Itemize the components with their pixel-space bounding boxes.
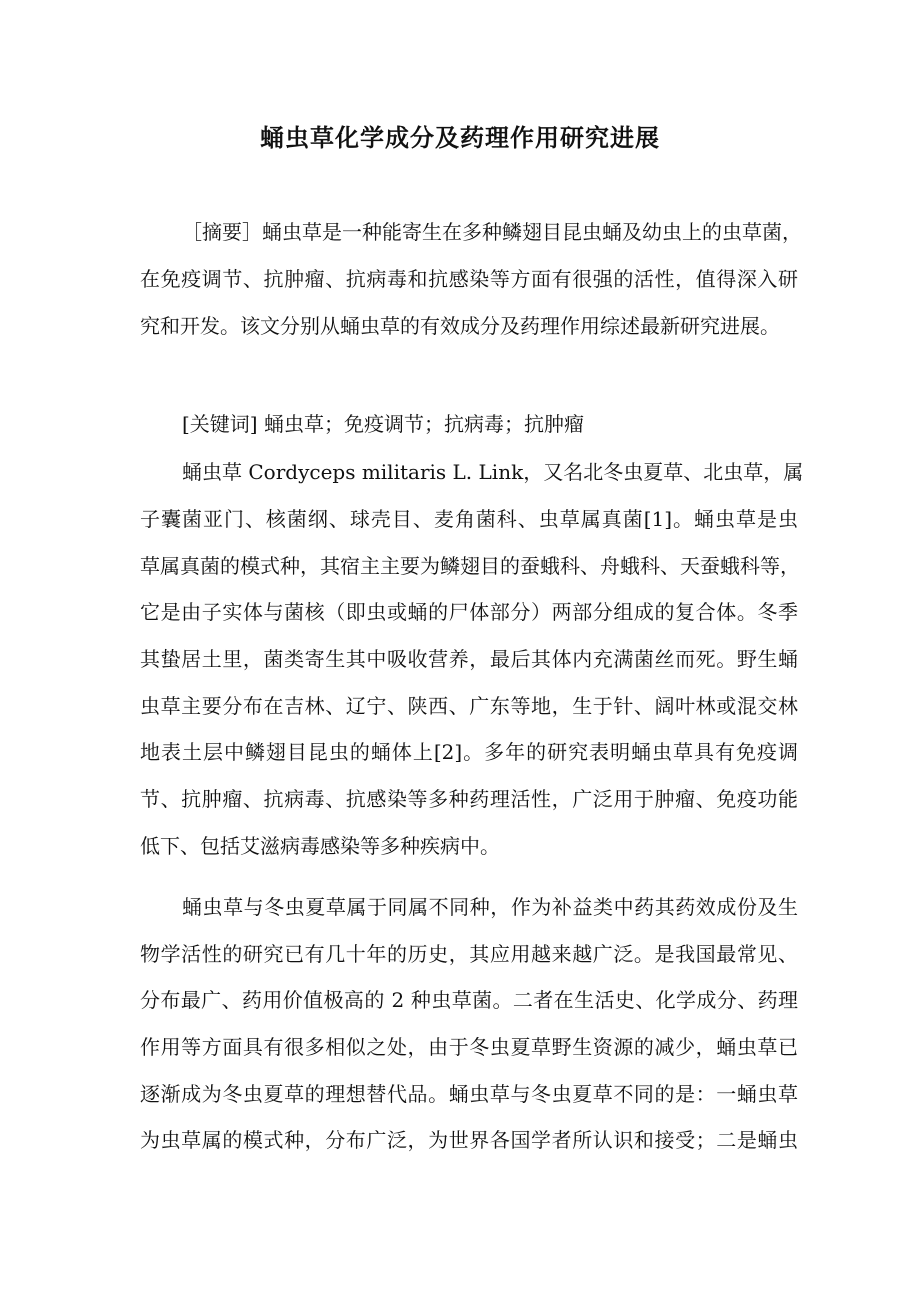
abstract-line: 究和开发。该文分别从蛹虫草的有效成分及药理作用综述最新研究进展。 xyxy=(140,314,780,338)
document-title: 蛹虫草化学成分及药理作用研究进展 xyxy=(260,123,660,152)
keywords: [关键词] 蛹虫草；免疫调节；抗病毒；抗肿瘤 xyxy=(182,412,584,436)
paragraph-line: 蛹虫草 Cordyceps militaris L. Link，又名北冬虫夏草、北虫草，属 xyxy=(182,460,804,484)
paragraph-line: 物学活性的研究已有几十年的历史，其应用越来越广泛。是我国最常见、 xyxy=(140,942,798,966)
paragraph-line: 蛹虫草与冬虫夏草属于同属不同种，作为补益类中药其药效成份及生 xyxy=(182,895,798,919)
paragraph-line: 低下、包括艾滋病毒感染等多种疾病中。 xyxy=(140,834,500,858)
paragraph-line: 它是由子实体与菌核（即虫或蛹的尸体部分）两部分组成的复合体。冬季 xyxy=(140,600,798,624)
paragraph-line: 分布最广、药用价值极高的 2 种虫草菌。二者在生活史、化学成分、药理 xyxy=(140,988,798,1012)
paragraph-line: 其蛰居土里，菌类寄生其中吸收营养，最后其体内充满菌丝而死。野生蛹 xyxy=(140,647,798,671)
paragraph-line: 地表土层中鳞翅目昆虫的蛹体上[2]。多年的研究表明蛹虫草具有免疫调 xyxy=(140,740,798,764)
abstract-line: ［摘要］蛹虫草是一种能寄生在多种鳞翅目昆虫蛹及幼虫上的虫草菌， xyxy=(182,220,802,244)
paragraph-line: 逐渐成为冬虫夏草的理想替代品。蛹虫草与冬虫夏草不同的是：一蛹虫草 xyxy=(140,1082,798,1106)
paragraph-line: 草属真菌的模式种，其宿主主要为鳞翅目的蚕蛾科、舟蛾科、天蚕蛾科等， xyxy=(140,554,800,578)
paragraph-line: 节、抗肿瘤、抗病毒、抗感染等多种药理活性，广泛用于肿瘤、免疫功能 xyxy=(140,787,798,811)
paragraph-line: 子囊菌亚门、核菌纲、球壳目、麦角菌科、虫草属真菌[1]。蛹虫草是虫 xyxy=(140,507,798,531)
paragraph-line: 虫草主要分布在吉林、辽宁、陕西、广东等地，生于针、阔叶林或混交林 xyxy=(140,694,798,718)
paragraph-line: 作用等方面具有很多相似之处，由于冬虫夏草野生资源的减少，蛹虫草已 xyxy=(140,1035,798,1059)
paragraph-line: 为虫草属的模式种，分布广泛，为世界各国学者所认识和接受；二是蛹虫 xyxy=(140,1128,798,1152)
abstract-line: 在免疫调节、抗肿瘤、抗病毒和抗感染等方面有很强的活性，值得深入研 xyxy=(140,267,798,291)
